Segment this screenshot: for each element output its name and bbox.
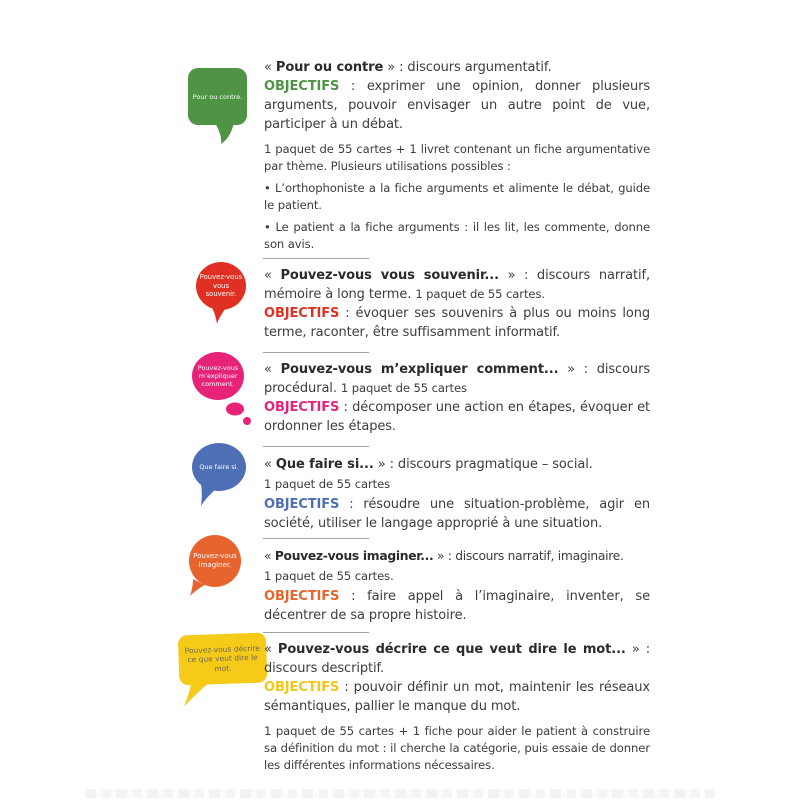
section-separator [263, 258, 369, 259]
bubble-label: Pour ou contre. [192, 92, 243, 101]
section-title: Pouvez-vous décrire ce que veut dire le mot... [277, 642, 626, 657]
pack-info: 1 paquet de 55 cartes [264, 477, 391, 491]
section-separator [263, 538, 369, 539]
section-pouvez-vous-m-expliquer [264, 360, 650, 436]
bubble-pouvez-vous-m-expliquer [192, 352, 254, 426]
bubble-pour-ou-contre [187, 68, 249, 146]
pack-info-inline: 1 paquet de 55 cartes. [415, 287, 545, 301]
objectifs-label: OBJECTIFS [264, 79, 340, 94]
section-heading: « Pour ou contre » : discours argumentatif. [264, 60, 552, 75]
bubble-label: Pouvez-vous décrire ce que veut dire le mot. [184, 643, 261, 673]
pack-info: 1 paquet de 55 cartes + 1 livret contenant un fiche argumentative par thème. Plusieurs utilisations possibles : [264, 142, 650, 173]
objectifs-paragraph: OBJECTIFS : exprimer une opinion, donner plusieurs arguments, pouvoir envisager un autre point de vue, participer à un débat. [264, 79, 650, 132]
section-title: Pouvez-vous vous souvenir... [280, 268, 499, 283]
bubble-que-faire-si [191, 443, 247, 507]
objectifs-label: OBJECTIFS [264, 400, 340, 415]
cropped-next-page-text [85, 789, 715, 798]
pack-info: 1 paquet de 55 cartes + 1 fiche pour aider le patient à construire sa définition du mot : il cherche la catégorie, puis essaie de donner les différentes informations nécessaires. [264, 724, 650, 772]
bullet-note: • L’orthophoniste a la fiche arguments et alimente le débat, guide le patient. [264, 181, 650, 212]
section-separator [263, 446, 369, 447]
objectifs-paragraph: OBJECTIFS : décomposer une action en étapes, évoquer et ordonner les étapes. [264, 400, 650, 434]
section-pouvez-vous-vous-souvenir [264, 266, 650, 342]
section-separator [263, 632, 369, 633]
section-heading: « Pouvez-vous décrire ce que veut dire le mot... » : discours descriptif. [264, 642, 650, 676]
bubble-pouvez-vous-decrire [174, 630, 271, 709]
objectifs-paragraph: OBJECTIFS : évoquer ses souvenirs à plus ou moins long terme, raconter, être suffisamment informatif. [264, 306, 650, 340]
section-que-faire-si [264, 455, 650, 533]
section-heading: « Pouvez-vous m’expliquer comment... » : discours procédural. 1 paquet de 55 cartes [264, 362, 650, 396]
bubble-label: Que faire si. [199, 462, 239, 471]
objectifs-paragraph: OBJECTIFS : faire appel à l’imaginaire, inventer, se décentrer de sa propre histoire. [264, 589, 650, 623]
section-heading: « Pouvez-vous imaginer... » : discours narratif, imaginaire. [264, 549, 624, 563]
pack-info-inline: 1 paquet de 55 cartes [340, 381, 467, 395]
section-separator [263, 352, 369, 353]
section-title: Pour ou contre [275, 60, 384, 75]
section-heading: « Pouvez-vous vous souvenir... » : discours narratif, mémoire à long terme. 1 paquet de 55 cartes. [264, 268, 650, 302]
objectifs-paragraph: OBJECTIFS : pouvoir définir un mot, maintenir les réseaux sémantiques, pallier le manque du mot. [264, 680, 650, 714]
section-title: Pouvez-vous m’expliquer comment... [280, 362, 559, 377]
pack-info: 1 paquet de 55 cartes. [264, 569, 394, 583]
objectifs-label: OBJECTIFS [264, 680, 340, 695]
bubble-label: Pouvez-vous imaginer. [193, 552, 237, 569]
section-title: Pouvez-vous imaginer... [274, 549, 434, 563]
bubble-label: Pouvez-vous vous souvenir. [199, 273, 243, 299]
section-heading: « Que faire si... » : discours pragmatique – social. [264, 457, 593, 472]
section-title: Que faire si... [275, 457, 374, 472]
objectifs-label: OBJECTIFS [264, 589, 340, 604]
objectifs-paragraph: OBJECTIFS : résoudre une situation-problème, agir en société, utiliser le langage approprié à une situation. [264, 497, 650, 531]
bullet-note: • Le patient a la fiche arguments : il les lit, les commente, donne son avis. [264, 220, 650, 251]
bubble-label: Pouvez-vous m’expliquer comment. [197, 363, 239, 389]
bubble-pouvez-vous-imaginer [187, 535, 243, 599]
bubble-pouvez-vous-vous-souvenir [195, 262, 247, 324]
section-pour-ou-contre [264, 58, 650, 253]
objectifs-label: OBJECTIFS [264, 497, 340, 512]
objectifs-label: OBJECTIFS [264, 306, 340, 321]
section-pouvez-vous-decrire [264, 640, 650, 774]
section-pouvez-vous-imaginer [264, 547, 650, 625]
